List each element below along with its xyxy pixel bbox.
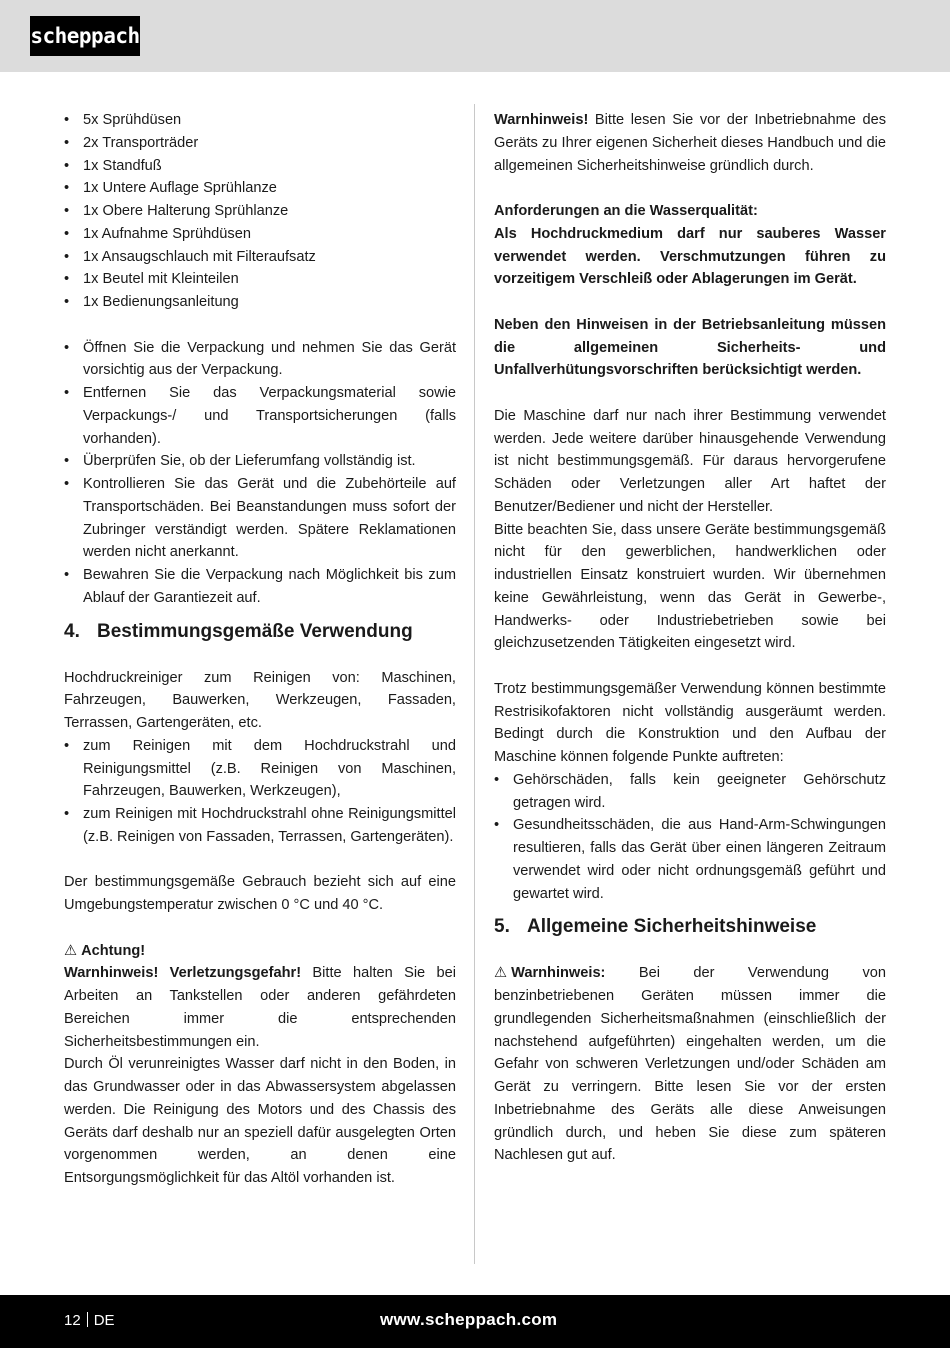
caution-heading bbox=[64, 940, 456, 963]
list-item: • zum Reinigen mit dem Hochdruckstrahl und Reinigungsmittel (z.B. Reinigen von Maschinen, Fahrzeugen, Bauwerken, Werkzeugen), bbox=[64, 735, 456, 803]
list-item: • 5x Sprühdüsen bbox=[64, 109, 456, 132]
intended-use-paragraph-2: Bitte beachten Sie, dass unsere Geräte bestimmungsgemäß nicht für den gewerblichen, handwerklichen oder industriellen Einsatz konstruiert wurden. Wir übernehmen keine Gewährleistung, wenn das Gerät in Gewerbe-, Handwerks- oder Industriebetrieben sowie bei gleichzusetzenden Tätigkeiten eingesetzt wird. bbox=[494, 521, 886, 652]
list-item: • Gehörschäden, falls kein geeigneter Gehörschutz getragen wird. bbox=[494, 769, 886, 815]
scheppach-logo: scheppach bbox=[30, 16, 140, 56]
section-4-heading bbox=[64, 610, 456, 667]
list-item: • Gesundheitsschäden, die aus Hand-Arm-Schwingungen resultieren, falls das Gerät über einen längeren Zeitraum verwendet wird oder nicht ordnungsgemäß geführt und gewartet wird. bbox=[494, 814, 886, 905]
section-title: Allgemeine Sicherheitshinweise bbox=[527, 916, 817, 938]
oil-paragraph: Durch Öl verunreinigtes Wasser darf nicht in den Boden, in das Grundwasser oder in das Abwassersystem abgelassen werden. Die Reinigung des Motors und des Chassis des Geräts darf deshalb nur an speziell dafür ausgelegten Orten vorgenommen werden, an denen eine Entsorgungsmöglichkeit für das Altöl vorhanden ist. bbox=[64, 1056, 456, 1186]
page-header bbox=[0, 0, 950, 72]
section-number: 5. bbox=[494, 916, 510, 938]
intended-use-paragraph-1: Die Maschine darf nur nach ihrer Bestimmung verwendet werden. Jede weitere darüber hinausgehende Verwendung ist nicht bestimmungsgemäß. Für daraus hervorgerufene Schäden oder Verletzungen aller Art haftet der Benutzer/Bediener und nicht der Hersteller. bbox=[494, 407, 886, 515]
residual-risk-list bbox=[494, 769, 886, 906]
list-item: • 1x Standfuß bbox=[64, 155, 456, 178]
list-item: • Öffnen Sie die Verpackung und nehmen Sie das Gerät vorsichtig aus der Verpackung. bbox=[64, 337, 456, 383]
safety-rules-paragraph: Neben den Hinweisen in der Betriebsanleitung müssen die allgemeinen Sicherheits- und Unfallverhütungsvorschriften berücksichtigt werden. bbox=[494, 316, 886, 379]
contents-list bbox=[64, 109, 456, 314]
list-item: • Überprüfen Sie, ob der Lieferumfang vollständig ist. bbox=[64, 450, 456, 473]
usage-list bbox=[64, 735, 456, 849]
general-safety-paragraph bbox=[494, 962, 886, 1167]
usage-intro: Hochdruckreiniger zum Reinigen von: Maschinen, Fahrzeugen, Bauwerken, Werkzeugen, Fassaden, Terrassen, Gartengeräten, etc. bbox=[64, 669, 456, 731]
column-divider bbox=[474, 104, 475, 1264]
residual-risk-paragraph: Trotz bestimmungsgemäßer Verwendung können bestimmte Restrisikofaktoren nicht vollständig ausgeräumt werden. Bedingt durch die Konstruktion und den Aufbau der Maschine können folgende Punkte auftreten: bbox=[494, 680, 886, 765]
list-item: • 1x Beutel mit Kleinteilen bbox=[64, 268, 456, 291]
list-item: • zum Reinigen mit Hochdruckstrahl ohne Reinigungsmittel (z.B. Reinigen von Fassaden, Terrassen, Gartengeräten). bbox=[64, 803, 456, 849]
list-item: • 1x Untere Auflage Sprühlanze bbox=[64, 177, 456, 200]
water-quality-text: Als Hochdruckmedium darf nur sauberes Wasser verwendet werden. Verschmutzungen führen zu vorzeitigem Verschleiß oder Ablagerungen im Gerät. bbox=[494, 225, 886, 288]
warning-text: Bitte halten Sie bei Arbeiten an Tankstellen oder anderen gefährdeten Bereichen immer die entsprechenden Sicherheitsbestimmungen ein. bbox=[64, 965, 456, 1050]
website-link[interactable]: www.scheppach.com bbox=[380, 1310, 558, 1329]
manual-warning-paragraph bbox=[494, 109, 886, 177]
caution-title: Achtung! bbox=[81, 942, 146, 959]
page-footer bbox=[0, 1295, 950, 1348]
warning-label: Warnhinweis! Verletzungsgefahr! bbox=[64, 965, 302, 982]
section-number: 4. bbox=[64, 620, 80, 642]
unpacking-list bbox=[64, 337, 456, 610]
list-item: • Entfernen Sie das Verpackungsmaterial sowie Verpackungs-/ und Transportsicherungen (falls vorhanden). bbox=[64, 382, 456, 450]
warning-text: Bitte lesen Sie vor der Inbetriebnahme des Geräts zu Ihrer eigenen Sicherheit dieses Handbuch und die allgemeinen Sicherheitshinweise gründlich durch. bbox=[494, 112, 886, 174]
list-item: • Kontrollieren Sie das Gerät und die Zubehörteile auf Transportschäden. Bei Beanstandungen muss sofort der Zubringer verständigt werden. Spätere Reklamationen werden nicht anerkannt. bbox=[64, 473, 456, 564]
section-title: Bestimmungsgemäße Verwendung bbox=[97, 620, 413, 642]
list-item: • 1x Ansaugschlauch mit Filteraufsatz bbox=[64, 246, 456, 269]
list-item: • 1x Aufnahme Sprühdüsen bbox=[64, 223, 456, 246]
right-column bbox=[494, 109, 886, 1167]
water-quality-title: Anforderungen an die Wasserqualität: bbox=[494, 203, 758, 219]
warning-label: Warnhinweis: bbox=[511, 965, 606, 982]
warning-paragraph bbox=[64, 962, 456, 1053]
page-number: 12 bbox=[64, 1312, 81, 1329]
list-item: • 1x Bedienungsanleitung bbox=[64, 291, 456, 314]
list-item: • 1x Obere Halterung Sprühlanze bbox=[64, 200, 456, 223]
left-column bbox=[64, 109, 456, 1190]
language-code: DE bbox=[93, 1312, 115, 1329]
list-item: • Bewahren Sie die Verpackung nach Möglichkeit bis zum Ablauf der Garantiezeit auf. bbox=[64, 564, 456, 610]
warning-triangle-icon: ⚠ bbox=[64, 942, 78, 959]
list-item: • 2x Transporträder bbox=[64, 132, 456, 155]
page-indicator bbox=[64, 1311, 115, 1331]
warning-triangle-icon: ⚠ bbox=[494, 965, 508, 982]
section-5-heading bbox=[494, 905, 886, 962]
warning-label: Warnhinweis! bbox=[494, 112, 589, 128]
warning-text: Bei der Verwendung von benzinbetriebenen Geräten müssen immer die grundlegenden Sicherheitsmaßnahmen (einschließlich der nachstehend aufgeführten) eingehalten werden, um die Gefahr von schweren Verletzungen und/oder Schäden am Gerät zu verringern. Bitte lesen Sie vor der ersten Inbetriebnahme des Geräts alle diese Anweisungen gründlich durch, und heben Sie diese zum späteren Nachlesen gut auf. bbox=[494, 965, 886, 1164]
temperature-paragraph: Der bestimmungsgemäße Gebrauch bezieht sich auf eine Umgebungstemperatur zwischen 0 °C und 40 °C. bbox=[64, 874, 456, 913]
separator bbox=[87, 1312, 88, 1327]
